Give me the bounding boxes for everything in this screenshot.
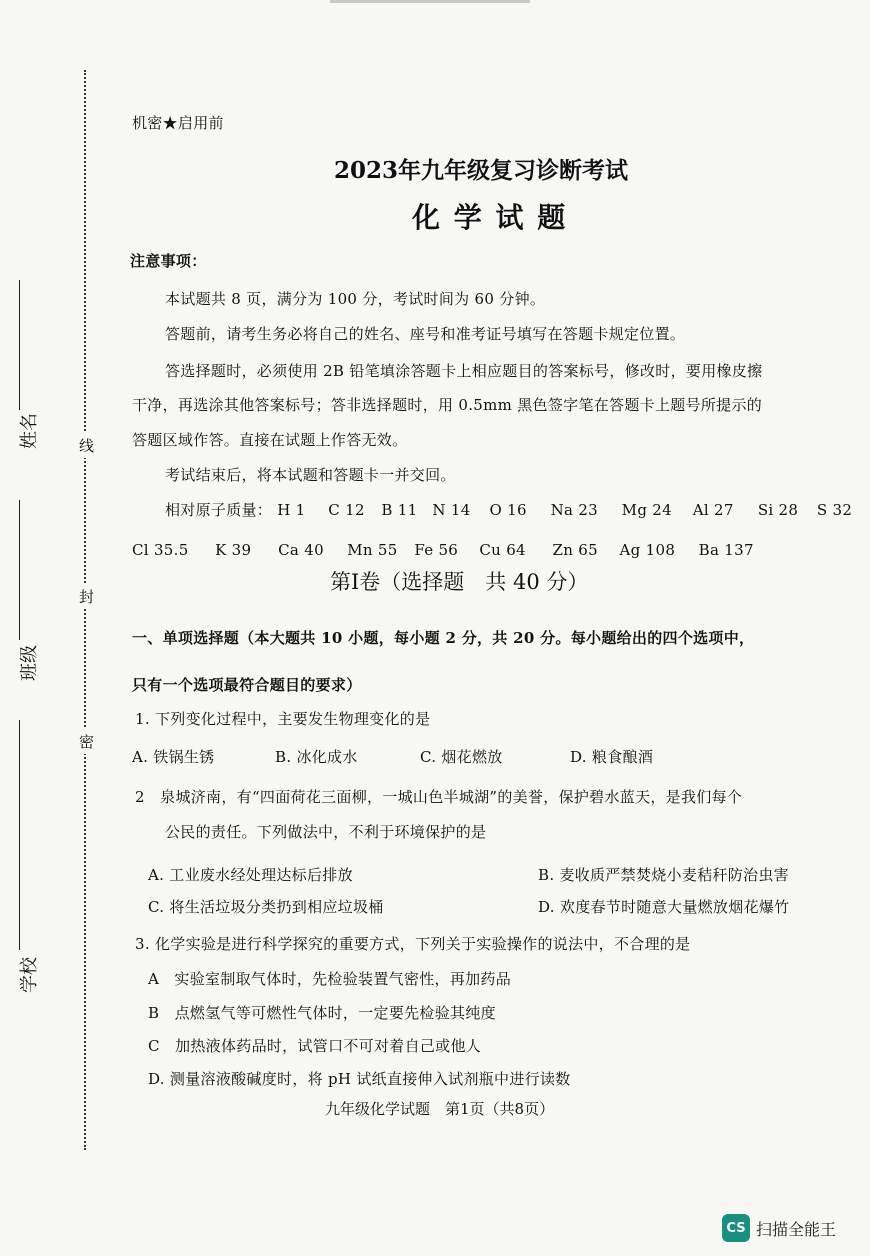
atomic-mass-item: C 12 [328, 501, 365, 519]
page-footer: 九年级化学试题 第1页（共8页） [325, 1100, 555, 1118]
atomic-mass-item: Cu 64 [479, 541, 526, 559]
atomic-mass-item: Al 27 [692, 501, 734, 519]
atomic-mass-item: Mn 55 [347, 541, 398, 559]
exam-title: 2023年九年级复习诊断考试 [334, 157, 629, 184]
question-3-option: C 加热液体药品时，试管口不可对着自己或他人 [148, 1037, 482, 1055]
question-2-option: D. 欢度春节时随意大量燃放烟花爆竹 [538, 898, 790, 916]
question-2-option: A. 工业废水经处理达标后排放 [148, 866, 353, 884]
confidential-mark: 机密★启用前 [132, 114, 224, 132]
camscanner-text: 扫描全能王 [756, 1219, 837, 1239]
question-3-option: B 点燃氢气等可燃性气体时，一定要先检验其纯度 [148, 1004, 496, 1022]
question-2-stem: 2 泉城济南，有“四面荷花三面柳，一城山色半城湖”的美誉，保护碧水蓝天，是我们每个 [135, 788, 743, 806]
name-underline [19, 280, 20, 410]
camscanner-logo-icon: CS [722, 1214, 750, 1242]
scan-smudge [330, 0, 530, 3]
note-line: 本试题共 8 页，满分为 100 分，考试时间为 60 分钟。 [165, 290, 546, 308]
atomic-mass-item: K 39 [215, 541, 252, 559]
question-3-stem: 3. 化学实验是进行科学探究的重要方式，下列关于实验操作的说法中，不合理的是 [135, 935, 691, 953]
part1-instruction: 一、单项选择题（本大题共 10 小题，每小题 2 分，共 20 分。每小题给出的四个选项中， [132, 629, 755, 647]
question-1-option: B. 冰化成水 [275, 748, 358, 766]
atomic-mass-item: Si 28 [757, 501, 799, 519]
school-underline [19, 720, 20, 950]
notes-heading: 注意事项： [130, 252, 207, 270]
atomic-mass-item: S 32 [816, 501, 853, 519]
question-2-stem: 公民的责任。下列做法中，不利于环境保护的是 [165, 823, 487, 841]
atomic-mass-item: B 11 [381, 501, 418, 519]
note-line: 考试结束后，将本试题和答题卡一并交回。 [165, 466, 456, 484]
question-1-option: D. 粮食酿酒 [570, 748, 654, 766]
name-field [8, 413, 48, 449]
binding-char-seal: 封 [79, 584, 94, 609]
atomic-mass-item: O 16 [489, 501, 527, 519]
school-label: 学校 [19, 957, 40, 993]
question-2-option: C. 将生活垃圾分类扔到相应垃圾桶 [148, 898, 384, 916]
atomic-mass-item: N 14 [432, 501, 471, 519]
atomic-mass-item: Fe 56 [414, 541, 459, 559]
question-3-option: D. 测量溶液酸碱度时，将 pH 试纸直接伸入试剂瓶中进行读数 [148, 1070, 571, 1088]
class-underline [19, 500, 20, 640]
atomic-mass-label: 相对原子质量： [165, 501, 273, 519]
school-field [8, 957, 48, 993]
atomic-mass-item: Zn 65 [552, 541, 598, 559]
binding-dotted-line [84, 70, 86, 1150]
section-title: 第Ⅰ卷（选择题 共 40 分） [330, 570, 589, 594]
name-label: 姓名 [19, 413, 40, 449]
binding-char-secret: 密 [79, 729, 94, 754]
question-1-stem: 1. 下列变化过程中，主要发生物理变化的是 [135, 710, 431, 728]
atomic-mass-item: Ca 40 [278, 541, 324, 559]
note-line: 答题前，请考生务必将自己的姓名、座号和准考证号填写在答题卡规定位置。 [165, 325, 686, 343]
class-field [8, 645, 48, 681]
question-1-option: C. 烟花燃放 [420, 748, 503, 766]
atomic-mass-item: H 1 [277, 501, 306, 519]
question-2-option: B. 麦收质严禁焚烧小麦秸秆防治虫害 [538, 866, 789, 884]
class-label: 班级 [19, 645, 40, 681]
note-line: 答题区域作答。直接在试题上作答无效。 [132, 431, 408, 449]
question-1-option: A. 铁锅生锈 [132, 748, 215, 766]
atomic-mass-item: Cl 35.5 [132, 541, 189, 559]
question-3-option: A 实验室制取气体时，先检验装置气密性，再加药品 [148, 970, 512, 988]
note-line: 答选择题时，必须使用 2B 铅笔填涂答题卡上相应题目的答案标号，修改时，要用橡皮擦 [165, 362, 763, 380]
subject-title: 化 学 试 题 [412, 201, 568, 234]
atomic-mass-item: Na 23 [550, 501, 599, 519]
atomic-mass-row1 [165, 499, 852, 520]
note-line: 干净，再选涂其他答案标号；答非选择题时，用 0.5mm 黑色签字笔在答题卡上题号所提示的 [132, 396, 763, 414]
binding-char-line: 线 [79, 433, 94, 458]
part1-instruction: 只有一个选项最符合题目的要求） [132, 676, 362, 694]
atomic-mass-row2 [132, 541, 754, 559]
camscanner-watermark [722, 1214, 836, 1242]
atomic-mass-item: Ag 108 [619, 541, 676, 559]
atomic-mass-item: Mg 24 [621, 501, 672, 519]
atomic-mass-item: Ba 137 [698, 541, 754, 559]
